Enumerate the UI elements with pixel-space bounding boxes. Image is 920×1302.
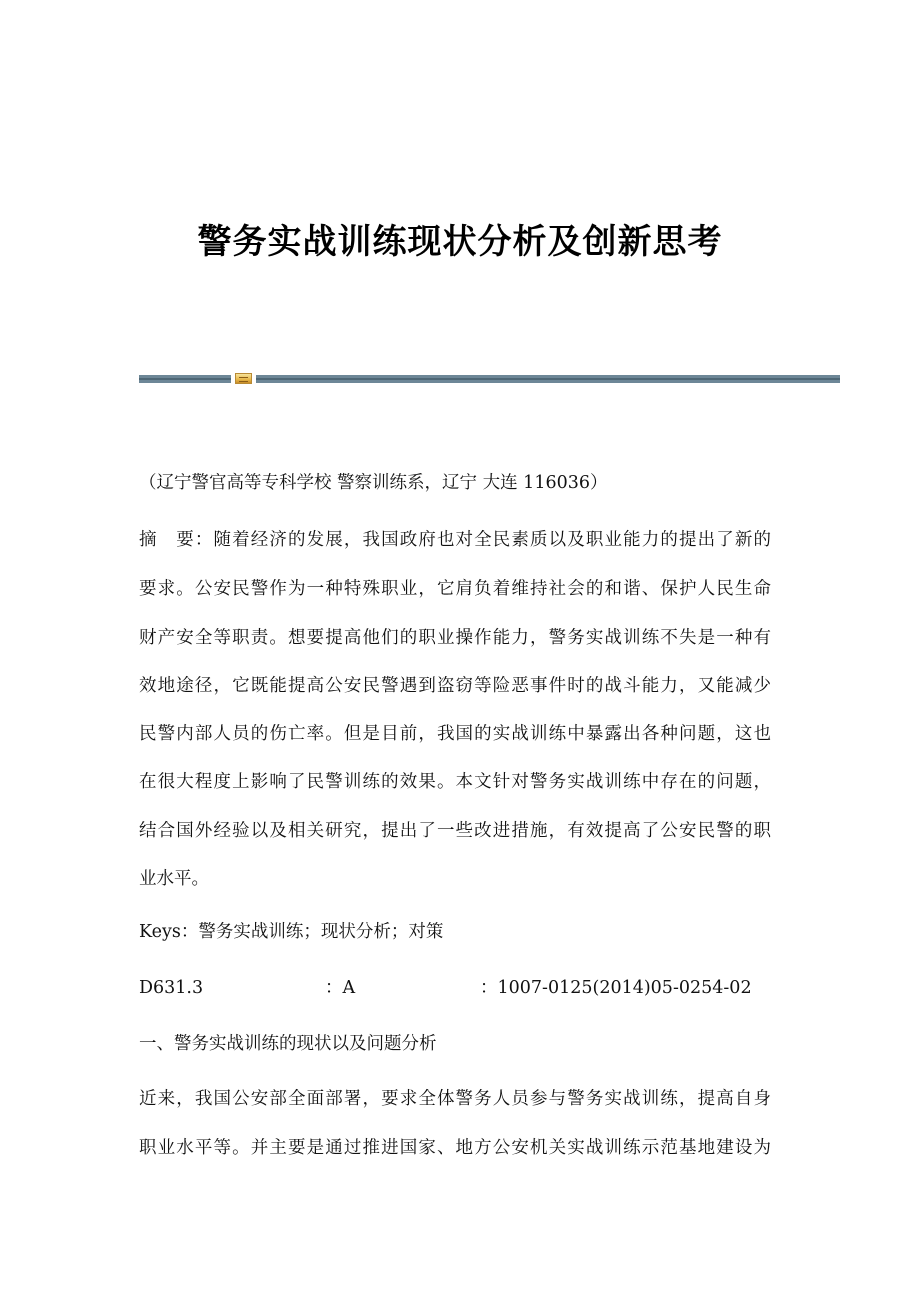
divider-ornament-icon — [235, 373, 252, 384]
abstract-line: 效地途径，它既能提高公安民警遇到盗窃等险恶事件时的战斗能力，又能减少 — [139, 676, 771, 696]
abstract-line: 业水平。 — [139, 869, 209, 889]
title-divider-right — [256, 375, 840, 383]
section-heading: 一、警务实战训练的现状以及问题分析 — [139, 1034, 437, 1054]
author-affiliation: （辽宁警官高等专科学校 警察训练系，辽宁 大连 116036） — [139, 473, 608, 493]
abstract-line: 在很大程度上影响了民警训练的效果。本文针对警务实战训练中存在的问题， — [139, 772, 771, 792]
body-line: 职业水平等。并主要是通过推进国家、地方公安机关实战训练示范基地建设为 — [139, 1138, 771, 1158]
article-metadata-row — [139, 976, 771, 1000]
abstract-line: 要求。公安民警作为一种特殊职业，它肩负着维持社会的和谐、保护人民生命 — [139, 579, 771, 599]
body-line: 近来，我国公安部全面部署，要求全体警务人员参与警务实战训练，提高自身 — [139, 1089, 771, 1109]
article-id: ：1007-0125(2014)05-0254-02 — [480, 978, 752, 998]
document-title: 警务实战训练现状分析及创新思考 — [197, 222, 723, 262]
keywords: Keys：警务实战训练；现状分析；对策 — [139, 922, 444, 942]
title-divider-left — [139, 375, 231, 383]
document-code: ：A — [325, 978, 356, 998]
abstract-line: 结合国外经验以及相关研究，提出了一些改进措施，有效提高了公安民警的职 — [139, 821, 771, 841]
abstract-line: 财产安全等职责。想要提高他们的职业操作能力，警务实战训练不失是一种有 — [139, 628, 771, 648]
abstract-line: 民警内部人员的伤亡率。但是目前，我国的实战训练中暴露出各种问题，这也 — [139, 724, 771, 744]
classification-number: D631.3 — [139, 978, 204, 998]
abstract-line: 摘 要：随着经济的发展，我国政府也对全民素质以及职业能力的提出了新的 — [139, 530, 771, 550]
